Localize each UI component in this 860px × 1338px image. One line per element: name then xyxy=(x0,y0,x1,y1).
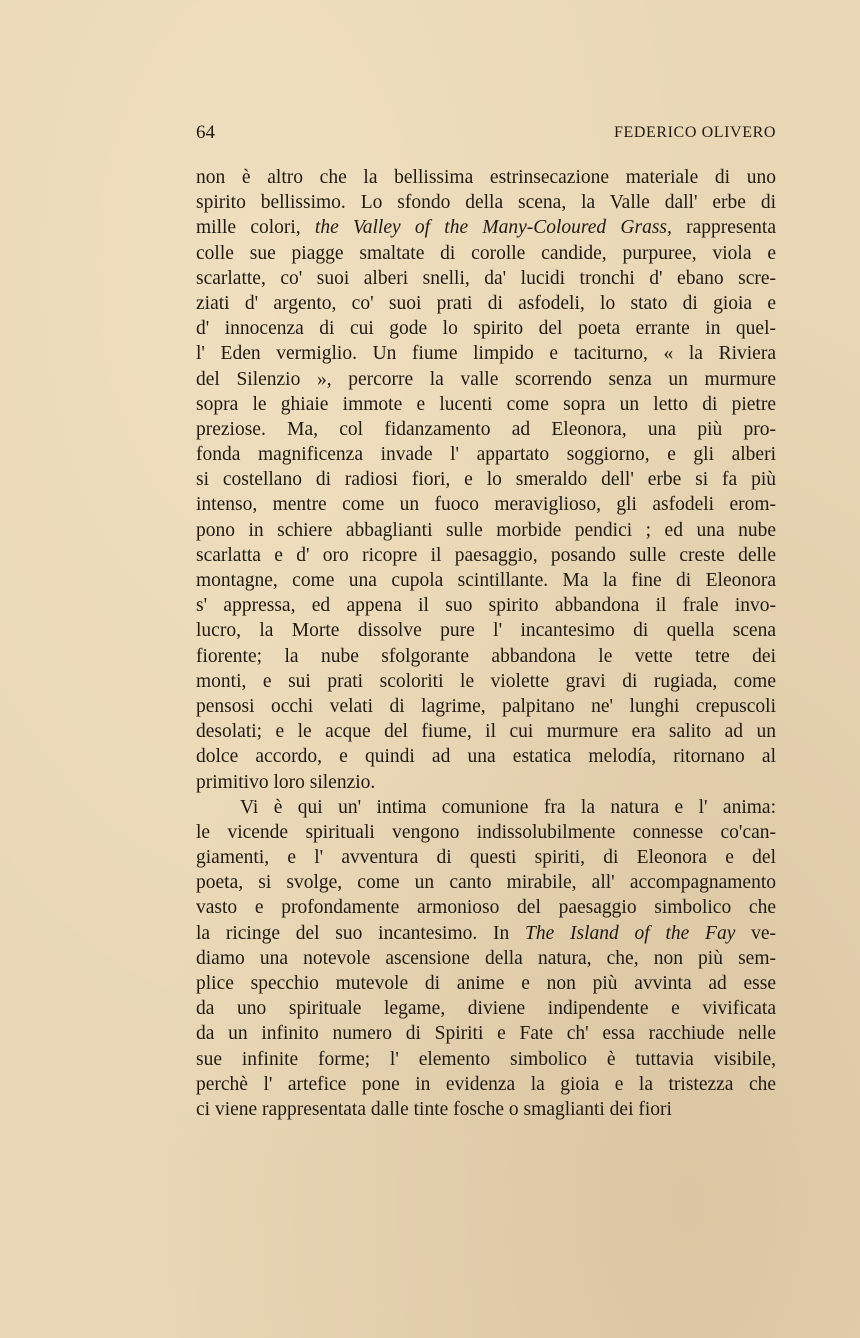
text-line: ziati d' argento, co' suoi prati di asfodeli, lo stato di gioia e xyxy=(196,292,776,314)
text-line: fiorente; la nube sfolgorante abbandona le vette tetre dei xyxy=(196,645,776,667)
page-header xyxy=(196,121,776,145)
text-line: poeta, si svolge, come un canto mirabile, all' accompagnamento xyxy=(196,872,776,894)
text-line: pensosi occhi velati di lagrime, palpitano ne' lunghi crepuscoli xyxy=(196,695,776,717)
text-line: Vi è qui un' intima comunione fra la natura e l' anima: xyxy=(240,796,776,818)
text-line: sue infinite forme; l' elemento simbolico è tuttavia visibile, xyxy=(196,1048,776,1070)
text-line xyxy=(196,921,776,946)
text-line: scarlatta e d' oro ricopre il paesaggio, posando sulle creste delle xyxy=(196,544,776,566)
italic-title: the Valley of the Many-Coloured Grass, xyxy=(314,217,672,239)
text-line: s' appressa, ed appena il suo spirito abbandona il frale invo- xyxy=(196,595,776,617)
page-number: 64 xyxy=(196,122,215,143)
text-line: primitivo loro silenzio. xyxy=(196,771,376,793)
text-line: sopra le ghiaie immote e lucenti come sopra un letto di pietre xyxy=(196,393,776,415)
text-line: montagne, come una cupola scintillante. Ma la fine di Eleonora xyxy=(196,570,776,591)
body-text xyxy=(196,165,776,1122)
running-head: FEDERICO OLIVERO xyxy=(613,124,776,141)
text-line: d' innocenza di cui gode lo spirito del poeta errante in quel- xyxy=(196,318,776,340)
text-line: fonda magnificenza invade l' appartato soggiorno, e gli alberi xyxy=(196,444,776,466)
text-fragment: ve- xyxy=(735,922,776,944)
text-line: si costellano di radiosi fiori, e lo smeraldo dell' erbe si fa più xyxy=(196,469,776,491)
text-line: giamenti, e l' avventura di questi spiriti, di Eleonora e del xyxy=(196,847,776,869)
text-line: plice specchio mutevole di anime e non più avvinta ad esse xyxy=(196,973,776,994)
text-line: non è altro che la bellissima estrinsecazione materiale di uno xyxy=(196,167,776,188)
text-line: dolce accordo, e quindi ad una estatica melodía, ritornano al xyxy=(196,746,776,768)
text-line: l' Eden vermiglio. Un fiume limpido e taciturno, « la Riviera xyxy=(196,343,776,365)
text-fragment: rappresenta xyxy=(671,217,776,239)
italic-title: The Island of the Fay xyxy=(525,922,736,944)
text-fragment: la ricinge del suo incantesimo. In xyxy=(196,922,526,944)
text-line: lucro, la Morte dissolve pure l' incantesimo di quella scena xyxy=(196,620,776,642)
text-line: intenso, mentre come un fuoco meraviglioso, gli asfodeli erom- xyxy=(196,494,776,516)
text-line: spirito bellissimo. Lo sfondo della scena, la Valle dall' erbe di xyxy=(196,192,776,214)
text-line: da un infinito numero di Spiriti e Fate ch' essa racchiude nelle xyxy=(196,1023,776,1045)
text-line: perchè l' artefice pone in evidenza la gioia e la tristezza che xyxy=(196,1073,776,1095)
text-line: ci viene rappresentata dalle tinte fosche o smaglianti dei fiori xyxy=(196,1098,672,1120)
text-line: del Silenzio », percorre la valle scorrendo senza un murmure xyxy=(196,368,776,390)
text-line: da uno spirituale legame, diviene indipendente e vivificata xyxy=(196,998,776,1020)
text-line: preziose. Ma, col fidanzamento ad Eleonora, una più pro- xyxy=(196,418,776,440)
text-line: scarlatte, co' suoi alberi snelli, da' lucidi tronchi d' ebano scre- xyxy=(196,267,776,289)
text-line: colle sue piagge smaltate di corolle candide, purpuree, viola e xyxy=(196,242,776,264)
text-line: le vicende spirituali vengono indissolubilmente connesse co'can- xyxy=(196,821,776,843)
text-line: pono in schiere abbaglianti sulle morbide pendici ; ed una nube xyxy=(196,519,776,541)
text-line xyxy=(196,215,776,240)
text-line: vasto e profondamente armonioso del paesaggio simbolico che xyxy=(196,897,776,919)
text-line: diamo una notevole ascensione della natura, che, non più sem- xyxy=(196,947,776,969)
text-line: monti, e sui prati scoloriti le violette gravi di rugiada, come xyxy=(196,670,776,692)
text-line: desolati; e le acque del fiume, il cui murmure era salito ad un xyxy=(196,721,776,743)
text-fragment: mille colori, xyxy=(196,217,315,239)
